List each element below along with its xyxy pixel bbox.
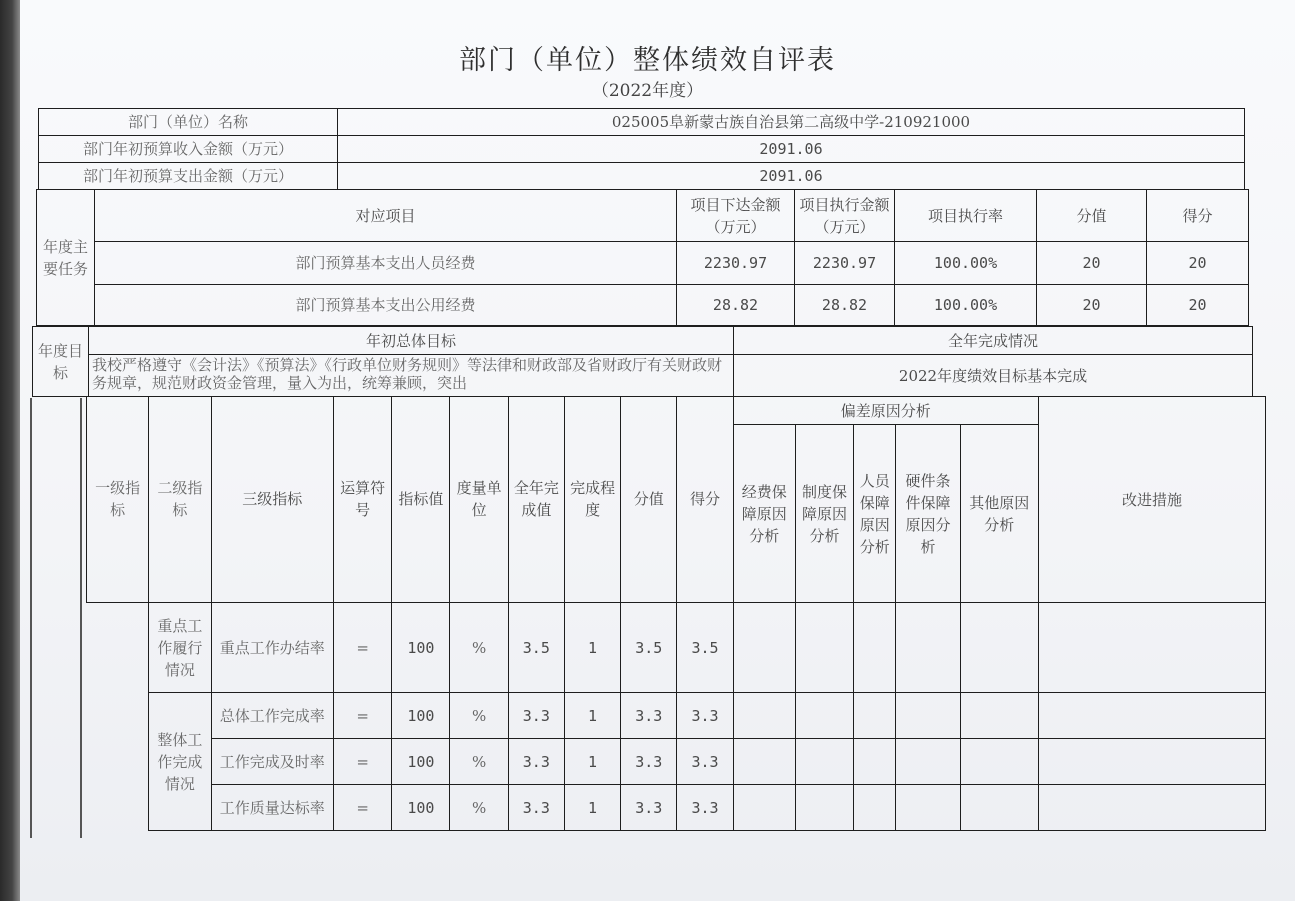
header-level1: 一级指标	[87, 397, 149, 603]
score-cell: 3.3	[677, 785, 733, 831]
income-label: 部门年初预算收入金额（万元）	[39, 136, 338, 163]
score: 20	[1147, 285, 1249, 326]
table-row	[87, 603, 1266, 693]
score: 20	[1147, 242, 1249, 285]
main-tasks-table	[36, 189, 1249, 326]
annual-goal-section-label: 年度目标	[33, 327, 89, 397]
actual-cell: 3.3	[508, 739, 564, 785]
dev-hardware-cell	[896, 603, 960, 693]
operator-cell: =	[334, 693, 392, 739]
allocated-amount: 28.82	[677, 285, 795, 326]
level1-border-line	[80, 398, 82, 838]
operator-cell: =	[334, 603, 392, 693]
header-unit: 度量单位	[450, 397, 508, 603]
level3-cell: 重点工作办结率	[211, 603, 334, 693]
header-score: 得分	[677, 397, 733, 603]
unit-cell: %	[450, 693, 508, 739]
dev-funding-cell	[733, 603, 795, 693]
expense-label: 部门年初预算支出金额（万元）	[39, 163, 338, 190]
dev-personnel-cell	[854, 739, 896, 785]
dev-other-cell	[960, 693, 1038, 739]
header-rate: 项目执行率	[895, 190, 1037, 242]
header-target: 指标值	[392, 397, 450, 603]
score-value: 20	[1037, 242, 1147, 285]
header-dev-other: 其他原因分析	[960, 425, 1038, 603]
project-name: 部门预算基本支出公用经费	[95, 285, 677, 326]
execution-rate: 100.00%	[895, 285, 1037, 326]
dev-system-cell	[795, 739, 853, 785]
expense-value: 2091.06	[338, 163, 1245, 190]
score-cell: 3.3	[677, 693, 733, 739]
unit-name-value: 025005阜新蒙古族自治县第二高级中学-210921000	[338, 109, 1245, 136]
dev-system-cell	[795, 785, 853, 831]
header-dev-hardware: 硬件条件保障原因分析	[896, 425, 960, 603]
dev-system-cell	[795, 693, 853, 739]
initial-goal-text: 我校严格遵守《会计法》《预算法》《行政单位财务规则》等法律和财政部及省财政厅有关财政财务规章，规范财政资金管理，量入为出，统筹兼顾，突出	[89, 355, 734, 397]
header-executed: 项目执行金额（万元）	[795, 190, 895, 242]
level3-cell: 工作质量达标率	[211, 785, 334, 831]
unit-name-label: 部门（单位）名称	[39, 109, 338, 136]
unit-cell: %	[450, 739, 508, 785]
header-level3: 三级指标	[211, 397, 334, 603]
header-improvement: 改进措施	[1038, 397, 1265, 603]
completion-cell: 1	[564, 693, 620, 739]
header-level2: 二级指标	[149, 397, 211, 603]
target-cell: 100	[392, 785, 450, 831]
score-cell: 3.3	[677, 739, 733, 785]
actual-cell: 3.3	[508, 693, 564, 739]
header-score: 得分	[1147, 190, 1249, 242]
completion-text: 2022年度绩效目标基本完成	[734, 355, 1253, 397]
annual-goal-table	[32, 326, 1253, 397]
table-row	[37, 285, 1249, 326]
dev-funding-cell	[733, 739, 795, 785]
table-row	[87, 785, 1266, 831]
score-cell: 3.5	[677, 603, 733, 693]
table-row	[87, 739, 1266, 785]
header-actual: 全年完成值	[508, 397, 564, 603]
target-cell: 100	[392, 693, 450, 739]
executed-amount: 2230.97	[795, 242, 895, 285]
header-project: 对应项目	[95, 190, 677, 242]
target-cell: 100	[392, 603, 450, 693]
header-deviation-group: 偏差原因分析	[733, 397, 1038, 425]
header-dev-funding: 经费保障原因分析	[733, 425, 795, 603]
unit-cell: %	[450, 785, 508, 831]
project-name: 部门预算基本支出人员经费	[95, 242, 677, 285]
level3-cell: 工作完成及时率	[211, 739, 334, 785]
improvement-cell	[1038, 739, 1265, 785]
indicators-table	[86, 396, 1266, 831]
dev-personnel-cell	[854, 693, 896, 739]
target-cell: 100	[392, 739, 450, 785]
basic-info-table	[38, 108, 1245, 190]
dev-personnel-cell	[854, 603, 896, 693]
dev-hardware-cell	[896, 785, 960, 831]
improvement-cell	[1038, 603, 1265, 693]
table-row	[37, 242, 1249, 285]
initial-goal-header: 年初总体目标	[89, 327, 734, 355]
document-subtitle: （2022年度）	[591, 81, 704, 101]
completion-cell: 1	[564, 603, 620, 693]
operator-cell: =	[334, 739, 392, 785]
header-score-value: 分值	[621, 397, 677, 603]
score-value-cell: 3.3	[621, 739, 677, 785]
unit-cell: %	[450, 603, 508, 693]
scan-edge-shadow	[0, 0, 20, 901]
score-value-cell: 3.3	[621, 785, 677, 831]
improvement-cell	[1038, 785, 1265, 831]
income-value: 2091.06	[338, 136, 1245, 163]
dev-other-cell	[960, 603, 1038, 693]
main-tasks-section-label: 年度主要任务	[37, 190, 95, 326]
score-value-cell: 3.5	[621, 603, 677, 693]
improvement-cell	[1038, 693, 1265, 739]
header-allocated: 项目下达金额（万元）	[677, 190, 795, 242]
level2-cell: 整体工作完成情况	[149, 693, 211, 831]
header-operator: 运算符号	[334, 397, 392, 603]
header-score-value: 分值	[1037, 190, 1147, 242]
completion-cell: 1	[564, 785, 620, 831]
allocated-amount: 2230.97	[677, 242, 795, 285]
dev-funding-cell	[733, 693, 795, 739]
document-title: 部门（单位）整体绩效自评表	[459, 45, 836, 76]
level2-cell: 重点工作履行情况	[149, 603, 211, 693]
dev-system-cell	[795, 603, 853, 693]
header-dev-system: 制度保障原因分析	[795, 425, 853, 603]
actual-cell: 3.3	[508, 785, 564, 831]
actual-cell: 3.5	[508, 603, 564, 693]
left-border-line	[30, 398, 32, 838]
dev-personnel-cell	[854, 785, 896, 831]
completion-cell: 1	[564, 739, 620, 785]
dev-other-cell	[960, 785, 1038, 831]
table-row	[87, 693, 1266, 739]
level3-cell: 总体工作完成率	[211, 693, 334, 739]
execution-rate: 100.00%	[895, 242, 1037, 285]
level1-cell	[87, 603, 149, 831]
header-completion: 完成程度	[564, 397, 620, 603]
completion-header: 全年完成情况	[734, 327, 1253, 355]
operator-cell: =	[334, 785, 392, 831]
dev-funding-cell	[733, 785, 795, 831]
dev-hardware-cell	[896, 693, 960, 739]
executed-amount: 28.82	[795, 285, 895, 326]
dev-other-cell	[960, 739, 1038, 785]
header-dev-personnel: 人员保障原因分析	[854, 425, 896, 603]
score-value-cell: 3.3	[621, 693, 677, 739]
dev-hardware-cell	[896, 739, 960, 785]
score-value: 20	[1037, 285, 1147, 326]
